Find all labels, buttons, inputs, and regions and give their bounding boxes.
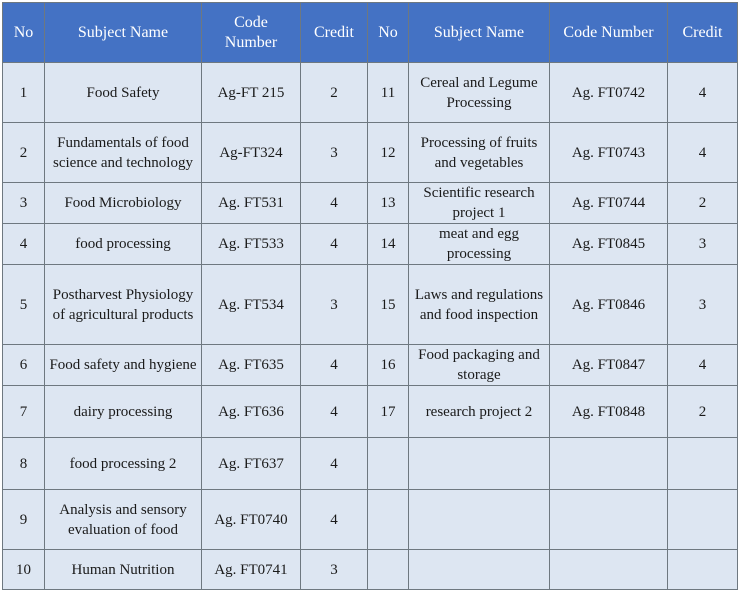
cell-code-number: Ag. FT0848 — [550, 386, 668, 438]
cell-subject-name: Cereal and Legume Processing — [409, 63, 550, 123]
cell-credit — [668, 490, 738, 550]
cell-no — [368, 550, 409, 590]
cell-subject-name — [409, 438, 550, 490]
header-no: No — [368, 3, 409, 63]
cell-no: 12 — [368, 123, 409, 183]
header-row — [3, 3, 738, 63]
cell-no: 13 — [368, 183, 409, 224]
cell-credit: 3 — [668, 224, 738, 265]
cell-code-number: Ag-FT324 — [202, 123, 301, 183]
cell-code-number: Ag. FT0744 — [550, 183, 668, 224]
cell-code-number — [550, 490, 668, 550]
cell-credit: 4 — [301, 345, 368, 386]
cell-credit: 4 — [301, 490, 368, 550]
header-subject-name: Subject Name — [45, 3, 202, 63]
cell-credit — [668, 550, 738, 590]
cell-no: 17 — [368, 386, 409, 438]
cell-no — [368, 438, 409, 490]
table-row — [3, 123, 738, 183]
cell-subject-name: food processing — [45, 224, 202, 265]
table-row — [3, 490, 738, 550]
cell-code-number: Ag. FT0743 — [550, 123, 668, 183]
cell-credit: 4 — [668, 345, 738, 386]
cell-code-number: Ag. FT637 — [202, 438, 301, 490]
cell-subject-name: Human Nutrition — [45, 550, 202, 590]
header-code-number: Code Number — [550, 3, 668, 63]
cell-subject-name: Food Safety — [45, 63, 202, 123]
cell-credit: 4 — [301, 224, 368, 265]
cell-credit: 3 — [301, 123, 368, 183]
cell-subject-name: Food Microbiology — [45, 183, 202, 224]
cell-credit: 2 — [301, 63, 368, 123]
cell-subject-name: Laws and regulations and food inspection — [409, 265, 550, 345]
cell-subject-name: Scientific research project 1 — [409, 183, 550, 224]
cell-no: 10 — [3, 550, 45, 590]
cell-code-number: Ag. FT0845 — [550, 224, 668, 265]
cell-credit: 2 — [668, 386, 738, 438]
cell-subject-name: meat and egg processing — [409, 224, 550, 265]
cell-no: 14 — [368, 224, 409, 265]
cell-no: 1 — [3, 63, 45, 123]
cell-no: 5 — [3, 265, 45, 345]
header-no: No — [3, 3, 45, 63]
table-row — [3, 183, 738, 224]
cell-no: 15 — [368, 265, 409, 345]
cell-no: 9 — [3, 490, 45, 550]
cell-code-number: Ag. FT635 — [202, 345, 301, 386]
cell-subject-name: Food safety and hygiene — [45, 345, 202, 386]
cell-no: 16 — [368, 345, 409, 386]
cell-credit: 4 — [301, 386, 368, 438]
cell-no: 6 — [3, 345, 45, 386]
cell-code-number: Ag. FT531 — [202, 183, 301, 224]
cell-code-number: Ag. FT0846 — [550, 265, 668, 345]
subjects-table — [2, 2, 738, 590]
cell-code-number: Ag. FT0847 — [550, 345, 668, 386]
cell-no: 4 — [3, 224, 45, 265]
cell-credit: 3 — [301, 265, 368, 345]
cell-credit: 4 — [301, 183, 368, 224]
cell-credit: 4 — [668, 123, 738, 183]
cell-no — [368, 490, 409, 550]
table-row — [3, 386, 738, 438]
table-row — [3, 63, 738, 123]
cell-no: 3 — [3, 183, 45, 224]
cell-code-number: Ag-FT 215 — [202, 63, 301, 123]
cell-subject-name: Postharvest Physiology of agricultural products — [45, 265, 202, 345]
cell-code-number: Ag. FT0741 — [202, 550, 301, 590]
cell-credit: 3 — [301, 550, 368, 590]
table-row — [3, 224, 738, 265]
header-code-number: Code Number — [202, 3, 301, 63]
cell-no: 8 — [3, 438, 45, 490]
cell-subject-name — [409, 550, 550, 590]
cell-credit: 4 — [301, 438, 368, 490]
cell-subject-name: food processing 2 — [45, 438, 202, 490]
table-row — [3, 550, 738, 590]
header-credit: Credit — [301, 3, 368, 63]
cell-credit: 2 — [668, 183, 738, 224]
cell-subject-name — [409, 490, 550, 550]
cell-code-number: Ag. FT534 — [202, 265, 301, 345]
table-row — [3, 265, 738, 345]
cell-credit: 4 — [668, 63, 738, 123]
cell-credit — [668, 438, 738, 490]
cell-code-number — [550, 438, 668, 490]
cell-subject-name: Fundamentals of food science and technology — [45, 123, 202, 183]
cell-subject-name: dairy processing — [45, 386, 202, 438]
cell-subject-name: Food packaging and storage — [409, 345, 550, 386]
cell-code-number: Ag. FT0742 — [550, 63, 668, 123]
cell-subject-name: Analysis and sensory evaluation of food — [45, 490, 202, 550]
table-row — [3, 438, 738, 490]
cell-subject-name: research project 2 — [409, 386, 550, 438]
cell-no: 2 — [3, 123, 45, 183]
cell-no: 7 — [3, 386, 45, 438]
cell-code-number: Ag. FT0740 — [202, 490, 301, 550]
table-row — [3, 345, 738, 386]
cell-code-number: Ag. FT636 — [202, 386, 301, 438]
cell-code-number: Ag. FT533 — [202, 224, 301, 265]
header-credit: Credit — [668, 3, 738, 63]
cell-credit: 3 — [668, 265, 738, 345]
cell-code-number — [550, 550, 668, 590]
cell-subject-name: Processing of fruits and vegetables — [409, 123, 550, 183]
table-body — [3, 63, 738, 590]
header-subject-name: Subject Name — [409, 3, 550, 63]
cell-no: 11 — [368, 63, 409, 123]
